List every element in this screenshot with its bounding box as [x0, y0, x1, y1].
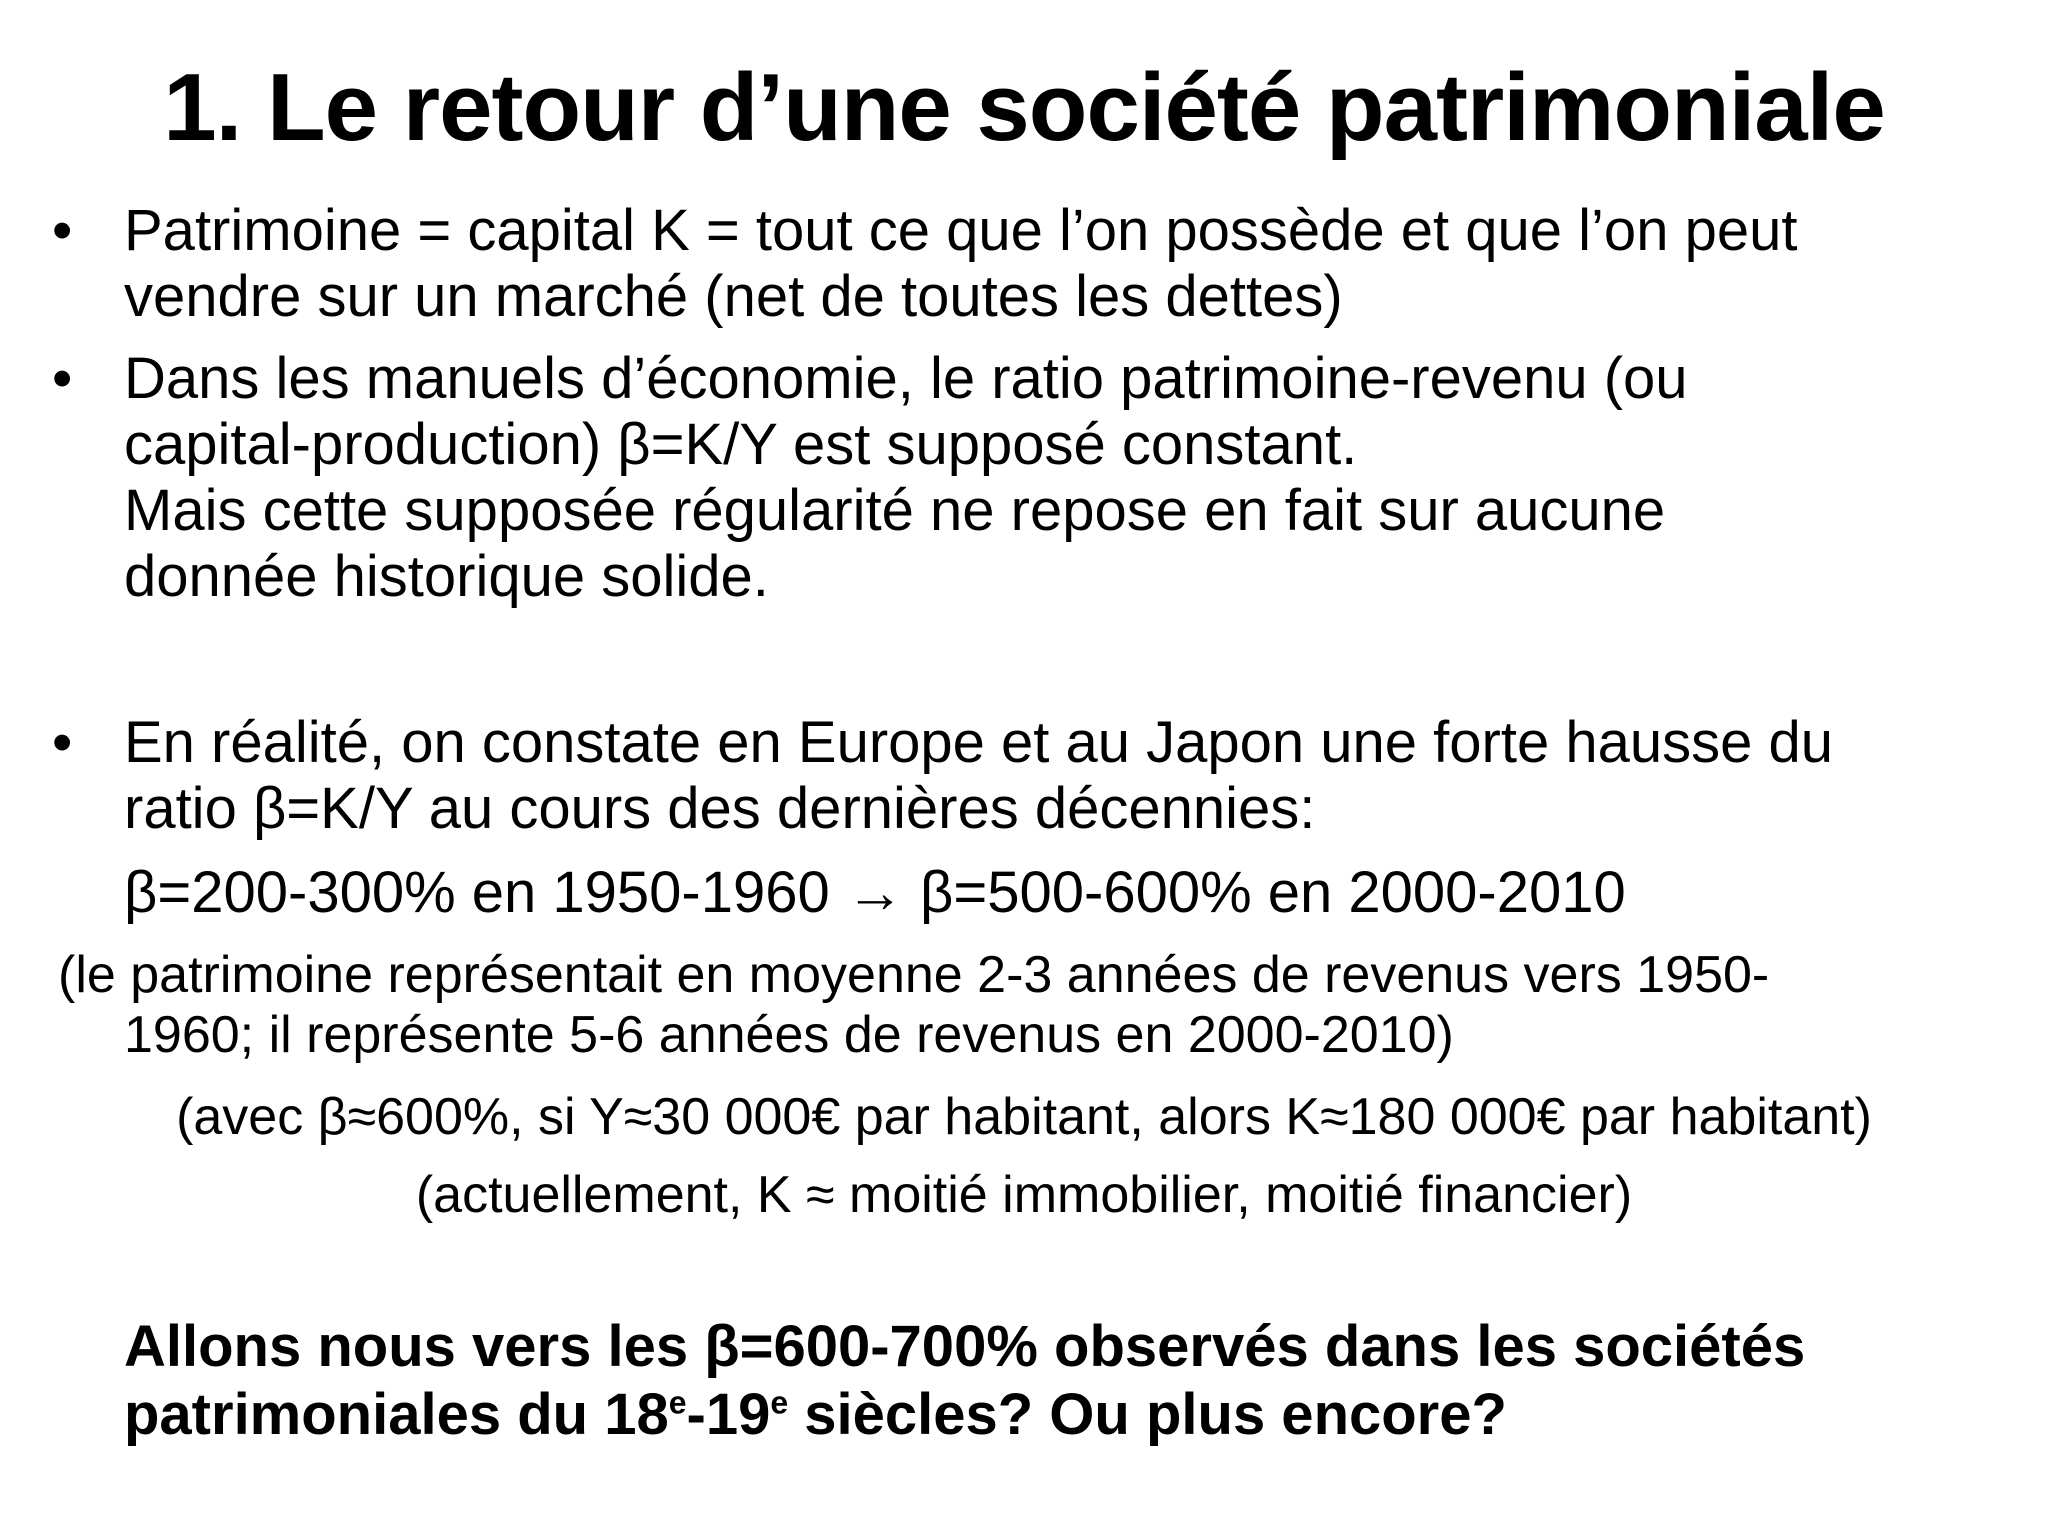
bullet-text	[124, 198, 1992, 330]
bullet-icon: •	[52, 710, 73, 775]
question-text-b: -19	[686, 1382, 771, 1447]
bullet-item-patrimoine	[52, 198, 1992, 330]
question-text-a: patrimoniales du 18	[124, 1382, 669, 1447]
bullet-icon: •	[52, 346, 73, 411]
bullet-line: ratio β=K/Y au cours des dernières décennies:	[124, 776, 1316, 841]
superscript-e: e	[770, 1384, 789, 1421]
paren-note-exemple: (avec β≈600%, si Y≈30 000€ par habitant, alors K≈180 000€ par habitant)	[176, 1088, 1872, 1146]
bullet-line: En réalité, on constate en Europe et au Japon une forte hausse du	[124, 710, 1833, 775]
bullet-line: capital-production) β=K/Y est supposé constant.	[124, 412, 1358, 477]
bullet-item-manuels	[52, 346, 1992, 610]
bullet-line: Mais cette supposée régularité ne repose en fait sur aucune	[124, 478, 1666, 543]
slide-title: 1. Le retour d’une société patrimoniale	[163, 54, 1885, 161]
question-line1: Allons nous vers les β=600-700% observés dans les sociétés	[124, 1314, 1806, 1379]
bullet-line: vendre sur un marché (net de toutes les dettes)	[124, 264, 1343, 329]
question-line2	[124, 1382, 1507, 1448]
bullet-text	[124, 346, 1992, 610]
paren-note-patrimoine-line1: (le patrimoine représentait en moyenne 2-3 années de revenus vers 1950-	[58, 946, 1770, 1004]
bullet-text	[124, 710, 1992, 842]
bullet-line: donnée historique solide.	[124, 544, 769, 609]
bullet-icon: •	[52, 198, 73, 263]
question-text-c: siècles? Ou plus encore?	[788, 1382, 1507, 1447]
paren-note-patrimoine-line2: 1960; il représente 5-6 années de revenus en 2000-2010)	[124, 1006, 1454, 1064]
bullet-line: Patrimoine = capital K = tout ce que l’on possède et que l’on peut	[124, 198, 1798, 263]
beta-range-line: β=200-300% en 1950-1960 → β=500-600% en 2000-2010	[124, 860, 1626, 925]
paren-note-composition: (actuellement, K ≈ moitié immobilier, moitié financier)	[415, 1166, 1633, 1224]
superscript-e: e	[668, 1384, 687, 1421]
bullet-item-realite	[52, 710, 1992, 842]
bullet-line: Dans les manuels d’économie, le ratio patrimoine-revenu (ou	[124, 346, 1688, 411]
